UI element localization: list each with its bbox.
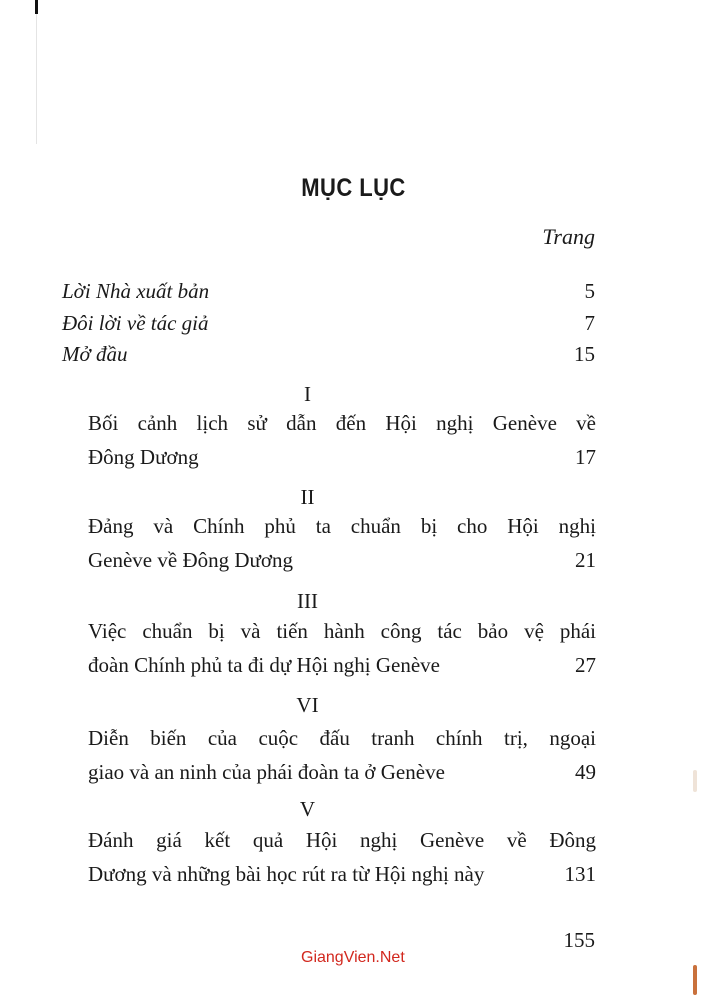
chapter-page: 49: [575, 760, 596, 784]
toc-entry-publisher-note[interactable]: [62, 279, 595, 309]
scan-edge-spot: [693, 770, 697, 792]
chapter-page: 17: [575, 445, 596, 469]
toc-entry-label: Mở đầu: [62, 342, 128, 366]
toc-chapter-2[interactable]: [88, 509, 596, 577]
chapter-numeral: II: [300, 485, 315, 509]
page-number: 155: [563, 928, 595, 952]
toc-title: MỤC LỤC: [301, 174, 406, 202]
chapter-title-line-2: giao và an ninh của phái đoàn ta ở Genève: [88, 760, 445, 784]
toc-entry-about-author[interactable]: [62, 311, 595, 341]
page-column-header: Trang: [542, 224, 595, 249]
scan-edge-mark: [35, 0, 38, 14]
toc-entry-label: Lời Nhà xuất bản: [62, 279, 210, 303]
toc-chapter-4[interactable]: [88, 721, 596, 789]
chapter-page: 21: [575, 548, 596, 572]
chapter-title-line-2: Genève về Đông Dương: [88, 548, 294, 572]
toc-chapter-5[interactable]: [88, 823, 596, 891]
chapter-title-line-2: Dương và những bài học rút ra từ Hội nghị này: [88, 862, 485, 886]
toc-entry-page: 7: [584, 311, 595, 335]
chapter-page: 131: [564, 862, 596, 886]
toc-chapter-1[interactable]: [88, 406, 596, 474]
chapter-page: 27: [575, 653, 596, 677]
chapter-title-line-2: Đông Dương: [88, 445, 199, 469]
toc-chapter-3[interactable]: [88, 614, 596, 682]
chapter-numeral: V: [299, 797, 316, 821]
chapter-title-line-1: Đánh giá kết quả Hội nghị Genève về Đông: [88, 828, 596, 852]
chapter-title-line-2: đoàn Chính phủ ta đi dự Hội nghị Genève: [88, 653, 440, 677]
scan-edge-spot: [693, 965, 697, 995]
chapter-numeral: III: [297, 589, 318, 613]
scan-edge-line: [36, 14, 37, 144]
watermark: GiangVien.Net: [301, 949, 405, 966]
chapter-numeral: VI: [296, 693, 319, 717]
toc-entry-label: Đôi lời về tác giả: [62, 311, 209, 335]
chapter-title-line-1: Bối cảnh lịch sử dẫn đến Hội nghị Genève về: [88, 411, 596, 435]
toc-entry-introduction[interactable]: [62, 342, 595, 372]
chapter-numeral: I: [304, 382, 311, 406]
chapter-title-line-1: Diễn biến của cuộc đấu tranh chính trị, ngoại: [88, 726, 596, 750]
toc-entry-page: 5: [584, 279, 595, 303]
chapter-title-line-1: Việc chuẩn bị và tiến hành công tác bảo vệ phái: [88, 619, 596, 643]
chapter-title-line-1: Đảng và Chính phủ ta chuẩn bị cho Hội nghị: [88, 514, 596, 538]
toc-entry-page: 15: [574, 342, 595, 366]
